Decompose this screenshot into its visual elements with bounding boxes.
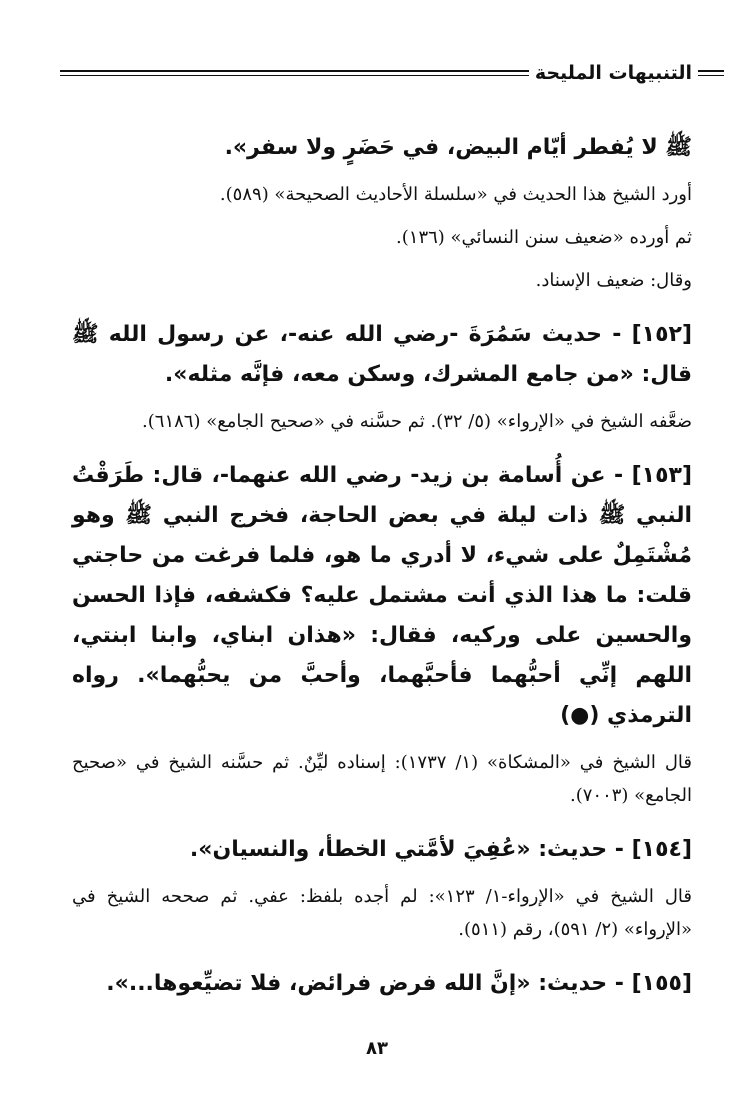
header-title: التنبيهات المليحة	[529, 62, 698, 84]
paragraph-hadith-152: [١٥٢] - حديث سَمُرَةَ -رضي الله عنه-، عن رسول الله ﷺ قال: «من جامع المشرك، وسكن معه، فإنَّه مثله».	[72, 322, 692, 387]
page-number: ٨٣	[366, 1038, 388, 1059]
paragraph-commentary: أورد الشيخ هذا الحديث في «سلسلة الأحاديث الصحيحة» (٥٨٩).	[219, 184, 692, 205]
paragraph-commentary: ضعَّفه الشيخ في «الإرواء» (٥/ ٣٢). ثم حسَّنه في «صحيح الجامع» (٦١٨٦).	[142, 411, 692, 432]
paragraph-commentary: قال الشيخ في «المشكاة» (١/ ١٧٣٧): إسناده ليِّنٌ. ثم حسَّنه الشيخ في «صحيح الجامع» (٧٠٠٣).	[72, 752, 692, 806]
paragraph-hadith-155: [١٥٥] - حديث: «إنَّ الله فرض فرائض، فلا تضيِّعوها...».	[106, 971, 692, 996]
header-dash	[706, 70, 724, 76]
running-header	[60, 62, 724, 92]
paragraph-commentary: قال الشيخ في «الإرواء-١/ ١٢٣»: لم أجده بلفظ: عفي. ثم صححه الشيخ في «الإرواء» (٢/ ٥٩١)، رقم (٥١١).	[72, 886, 692, 940]
paragraph-hadith-continuation: ﷺ لا يُفطر أيّام البيض، في حَضَرٍ ولا سفر».	[224, 135, 692, 160]
paragraph-commentary: ثم أورده «ضعيف سنن النسائي» (١٣٦).	[396, 227, 692, 248]
paragraph-hadith-154: [١٥٤] - حديث: «عُفِيَ لأمَّتي الخطأ، والنسيان».	[189, 837, 692, 862]
paragraph-commentary: وقال: ضعيف الإسناد.	[535, 270, 692, 291]
page-content	[72, 128, 692, 1004]
paragraph-hadith-153: [١٥٣] - عن أُسامة بن زيد- رضي الله عنهما-، قال: طَرَقْتُ النبي ﷺ ذات ليلة في بعض الحاجة، فخرج النبي ﷺ وهو مُشْتَمِلٌ على شيء، لا أدري ما هو، فلما فرغت من حاجتي قلت: ما هذا الذي أنت مشتمل عليه؟ فكشفه، فإذا الحسن والحسين على وركيه، فقال: «هذان ابناي، وابنا ابنتي، اللهم إنِّي أحبُّهما فأحبَّهما، وأحبَّ من يحبُّهما». رواه الترمذي (●)	[72, 463, 692, 728]
